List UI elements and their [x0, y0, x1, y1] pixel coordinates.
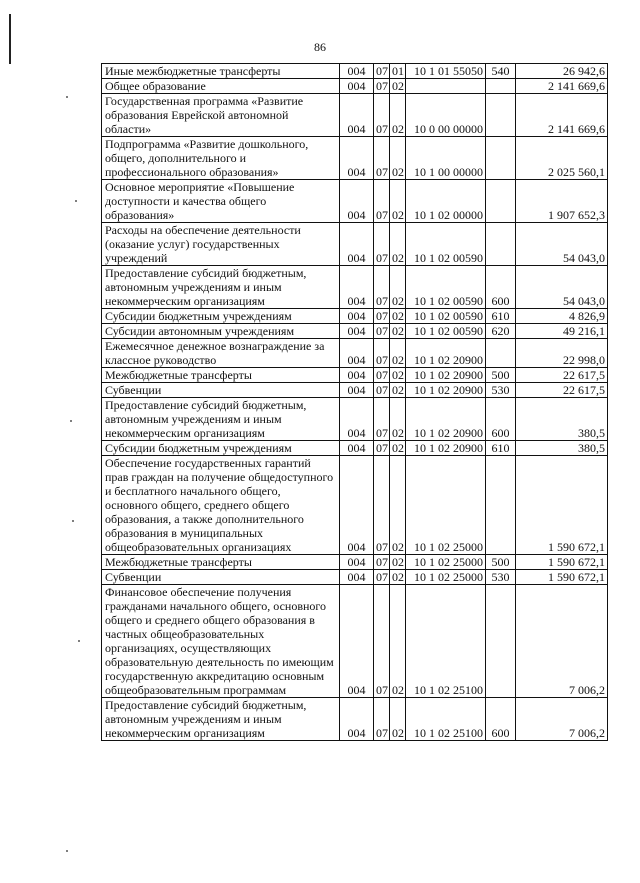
expense-type-code: 500: [486, 368, 516, 383]
expense-type-code: [486, 456, 516, 555]
amount: 1 590 672,1: [516, 570, 608, 585]
section-code: 07: [374, 79, 390, 94]
table-row: [102, 383, 608, 398]
expense-type-code: 610: [486, 309, 516, 324]
budget-item-name: Государственная программа «Развитие образования Еврейской автономной области»: [102, 94, 340, 137]
target-article-code: 10 1 02 25100: [406, 585, 486, 698]
section-code: 07: [374, 555, 390, 570]
budget-item-name: Субвенции: [102, 383, 340, 398]
subsection-code: 02: [390, 383, 406, 398]
table-row: [102, 94, 608, 137]
table-row: [102, 398, 608, 441]
admin-code: 004: [340, 79, 374, 94]
budget-item-name: Предоставление субсидий бюджетным, автономным учреждениям и иным некоммерческим организациям: [102, 266, 340, 309]
target-article-code: 10 1 02 20900: [406, 368, 486, 383]
table-row: [102, 339, 608, 368]
admin-code: 004: [340, 698, 374, 741]
target-article-code: 10 1 02 25000: [406, 570, 486, 585]
amount: 26 942,6: [516, 64, 608, 79]
table-row: [102, 64, 608, 79]
section-code: 07: [374, 698, 390, 741]
section-code: 07: [374, 456, 390, 555]
subsection-code: 02: [390, 94, 406, 137]
admin-code: 004: [340, 64, 374, 79]
budget-item-name: Субсидии бюджетным учреждениям: [102, 441, 340, 456]
scan-speck: [66, 850, 68, 852]
budget-item-name: Ежемесячное денежное вознаграждение за классное руководство: [102, 339, 340, 368]
amount: 22 617,5: [516, 383, 608, 398]
table-row: [102, 368, 608, 383]
target-article-code: [406, 79, 486, 94]
expense-type-code: [486, 79, 516, 94]
budget-item-name: Субсидии бюджетным учреждениям: [102, 309, 340, 324]
subsection-code: 02: [390, 441, 406, 456]
expense-type-code: 620: [486, 324, 516, 339]
section-code: 07: [374, 180, 390, 223]
expense-type-code: [486, 137, 516, 180]
admin-code: 004: [340, 585, 374, 698]
table-row: [102, 441, 608, 456]
subsection-code: 02: [390, 339, 406, 368]
admin-code: 004: [340, 324, 374, 339]
budget-table: [101, 63, 608, 741]
budget-item-name: Предоставление субсидий бюджетным, автономным учреждениям и иным некоммерческим организациям: [102, 698, 340, 741]
amount: 1 590 672,1: [516, 456, 608, 555]
table-row: [102, 570, 608, 585]
table-row: [102, 698, 608, 741]
amount: 2 025 560,1: [516, 137, 608, 180]
target-article-code: 10 1 00 00000: [406, 137, 486, 180]
budget-item-name: Расходы на обеспечение деятельности (оказание услуг) государственных учреждений: [102, 223, 340, 266]
admin-code: 004: [340, 383, 374, 398]
admin-code: 004: [340, 398, 374, 441]
section-code: 07: [374, 137, 390, 180]
table-row: [102, 79, 608, 94]
subsection-code: 02: [390, 456, 406, 555]
scan-speck: [70, 420, 72, 422]
budget-item-name: Финансовое обеспечение получения гражданами начального общего, основного общего и среднего общего образования в частных общеобразовательных организациях, осуществляющих образовательную деятельность по имеющим государственную аккредитацию основным общеобразовательным программам: [102, 585, 340, 698]
target-article-code: 10 1 02 00590: [406, 309, 486, 324]
scan-speck: [75, 200, 77, 202]
table-row: [102, 585, 608, 698]
section-code: 07: [374, 324, 390, 339]
subsection-code: 02: [390, 223, 406, 266]
subsection-code: 02: [390, 79, 406, 94]
amount: 2 141 669,6: [516, 79, 608, 94]
section-code: 07: [374, 309, 390, 324]
admin-code: 004: [340, 339, 374, 368]
target-article-code: 10 1 02 00590: [406, 266, 486, 309]
section-code: 07: [374, 223, 390, 266]
expense-type-code: 530: [486, 570, 516, 585]
subsection-code: 02: [390, 137, 406, 180]
expense-type-code: 610: [486, 441, 516, 456]
target-article-code: 10 1 02 20900: [406, 339, 486, 368]
section-code: 07: [374, 94, 390, 137]
table-row: [102, 324, 608, 339]
admin-code: 004: [340, 137, 374, 180]
target-article-code: 10 1 02 00590: [406, 223, 486, 266]
subsection-code: 02: [390, 266, 406, 309]
expense-type-code: [486, 94, 516, 137]
table-row: [102, 137, 608, 180]
table-row: [102, 309, 608, 324]
budget-item-name: Иные межбюджетные трансферты: [102, 64, 340, 79]
table-row: [102, 180, 608, 223]
target-article-code: 10 1 02 20900: [406, 441, 486, 456]
section-code: 07: [374, 368, 390, 383]
subsection-code: 02: [390, 368, 406, 383]
budget-table-body: [102, 64, 608, 741]
budget-item-name: Субвенции: [102, 570, 340, 585]
subsection-code: 02: [390, 555, 406, 570]
target-article-code: 10 1 02 00590: [406, 324, 486, 339]
target-article-code: 10 1 02 00000: [406, 180, 486, 223]
admin-code: 004: [340, 368, 374, 383]
binding-edge-line: [9, 14, 11, 64]
admin-code: 004: [340, 570, 374, 585]
section-code: 07: [374, 398, 390, 441]
expense-type-code: [486, 339, 516, 368]
target-article-code: 10 1 02 20900: [406, 383, 486, 398]
section-code: 07: [374, 64, 390, 79]
section-code: 07: [374, 383, 390, 398]
amount: 1 590 672,1: [516, 555, 608, 570]
expense-type-code: [486, 585, 516, 698]
target-article-code: 10 1 02 25000: [406, 555, 486, 570]
section-code: 07: [374, 266, 390, 309]
budget-item-name: Подпрограмма «Развитие дошкольного, общего, дополнительного и профессионального образования»: [102, 137, 340, 180]
amount: 2 141 669,6: [516, 94, 608, 137]
scan-speck: [66, 96, 68, 98]
subsection-code: 02: [390, 309, 406, 324]
target-article-code: 10 1 02 25100: [406, 698, 486, 741]
table-row: [102, 555, 608, 570]
expense-type-code: 600: [486, 698, 516, 741]
subsection-code: 02: [390, 585, 406, 698]
section-code: 07: [374, 570, 390, 585]
budget-item-name: Субсидии автономным учреждениям: [102, 324, 340, 339]
budget-item-name: Межбюджетные трансферты: [102, 555, 340, 570]
amount: 7 006,2: [516, 698, 608, 741]
budget-item-name: Предоставление субсидий бюджетным, автономным учреждениям и иным некоммерческим организациям: [102, 398, 340, 441]
subsection-code: 02: [390, 324, 406, 339]
subsection-code: 02: [390, 570, 406, 585]
subsection-code: 02: [390, 698, 406, 741]
table-row: [102, 266, 608, 309]
subsection-code: 02: [390, 398, 406, 441]
table-row: [102, 456, 608, 555]
admin-code: 004: [340, 223, 374, 266]
admin-code: 004: [340, 309, 374, 324]
scan-speck: [78, 640, 80, 642]
page-number: 86: [314, 40, 326, 54]
expense-type-code: 540: [486, 64, 516, 79]
budget-item-name: Основное мероприятие «Повышение доступности и качества общего образования»: [102, 180, 340, 223]
target-article-code: 10 1 02 20900: [406, 398, 486, 441]
admin-code: 004: [340, 180, 374, 223]
admin-code: 004: [340, 555, 374, 570]
budget-item-name: Общее образование: [102, 79, 340, 94]
section-code: 07: [374, 339, 390, 368]
target-article-code: 10 0 00 00000: [406, 94, 486, 137]
section-code: 07: [374, 441, 390, 456]
admin-code: 004: [340, 456, 374, 555]
expense-type-code: 600: [486, 398, 516, 441]
budget-item-name: Обеспечение государственных гарантий прав граждан на получение общедоступного и бесплатного начального общего, основного общего, среднего общего образования, а также дополнительного образования в муниципальных общеобразовательных организациях: [102, 456, 340, 555]
amount: 1 907 652,3: [516, 180, 608, 223]
subsection-code: 01: [390, 64, 406, 79]
amount: 54 043,0: [516, 223, 608, 266]
amount: 4 826,9: [516, 309, 608, 324]
target-article-code: 10 1 01 55050: [406, 64, 486, 79]
amount: 22 617,5: [516, 368, 608, 383]
subsection-code: 02: [390, 180, 406, 223]
budget-item-name: Межбюджетные трансферты: [102, 368, 340, 383]
amount: 22 998,0: [516, 339, 608, 368]
amount: 7 006,2: [516, 585, 608, 698]
section-code: 07: [374, 585, 390, 698]
amount: 380,5: [516, 441, 608, 456]
expense-type-code: [486, 223, 516, 266]
expense-type-code: 600: [486, 266, 516, 309]
scan-speck: [72, 520, 74, 522]
expense-type-code: 500: [486, 555, 516, 570]
expense-type-code: [486, 180, 516, 223]
amount: 54 043,0: [516, 266, 608, 309]
admin-code: 004: [340, 94, 374, 137]
target-article-code: 10 1 02 25000: [406, 456, 486, 555]
table-row: [102, 223, 608, 266]
admin-code: 004: [340, 266, 374, 309]
expense-type-code: 530: [486, 383, 516, 398]
amount: 380,5: [516, 398, 608, 441]
admin-code: 004: [340, 441, 374, 456]
amount: 49 216,1: [516, 324, 608, 339]
